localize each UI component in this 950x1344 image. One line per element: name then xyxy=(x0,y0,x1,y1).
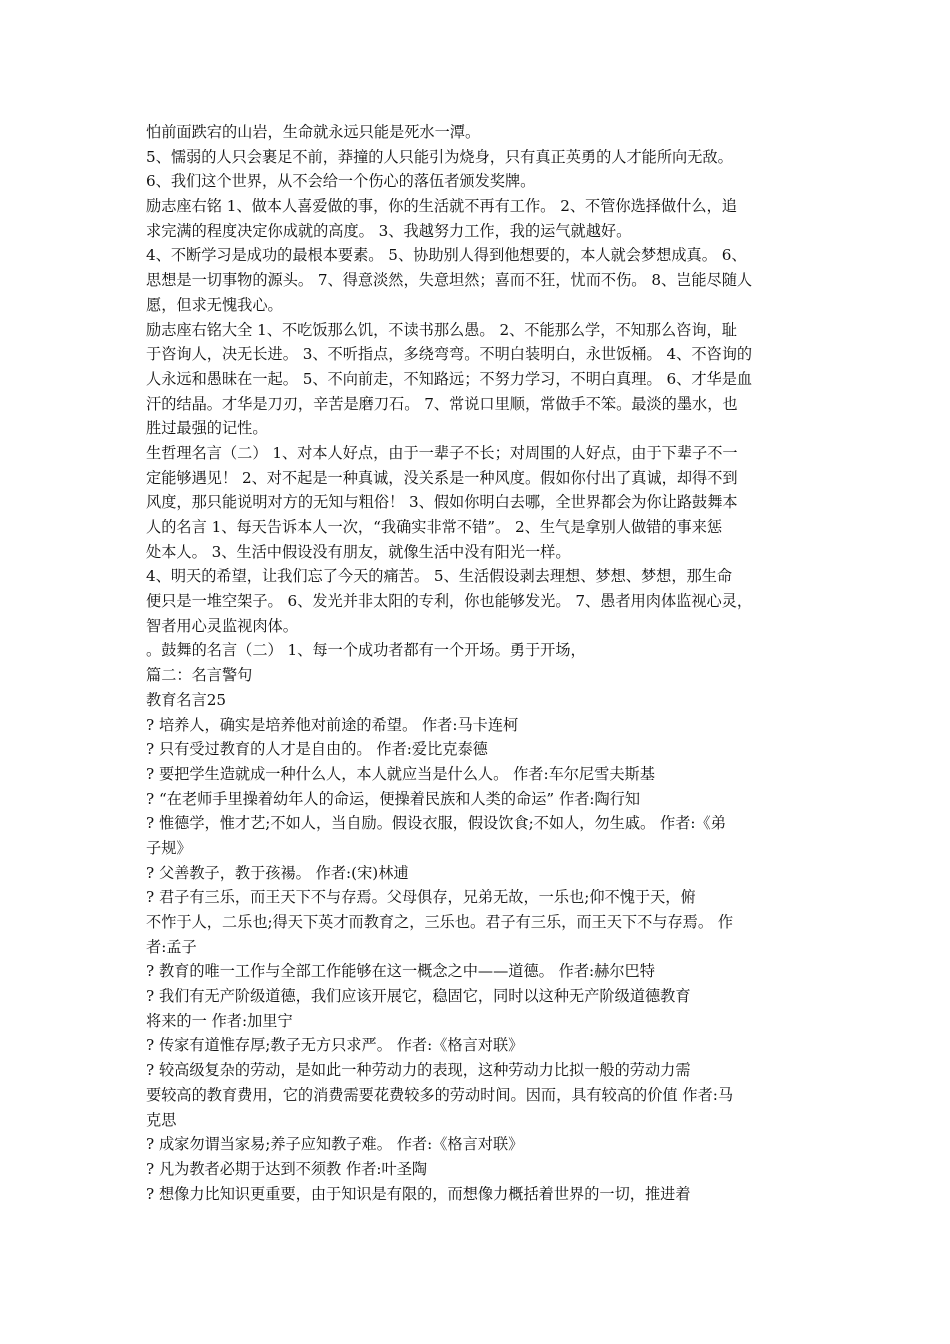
text-line: 处本人。 3、生活中假设没有朋友，就像生活中没有阳光一样。 xyxy=(146,542,571,561)
text-line: 于咨询人，决无长进。 3、不听指点，多绕弯弯。不明白装明白，永世饭桶。 4、不咨询的 xyxy=(146,345,753,364)
text-line: 6、我们这个世界，从不会给一个伤心的落伍者颁发奖牌。 xyxy=(146,172,536,191)
text-line: 4、明天的希望，让我们忘了今天的痛苦。 5、生活假设剥去理想、梦想、梦想，那生命 xyxy=(146,567,733,586)
quote-item: ? 成家勿谓当家易;养子应知教子难。 作者:《格言对联》 xyxy=(146,1135,524,1154)
section-heading: 篇二：名言警句 xyxy=(146,666,253,685)
quote-item: ? 较高级复杂的劳动，是如此一种劳动力的表现，这种劳动力比拟一般的劳动力需 xyxy=(146,1061,691,1080)
quote-item: ? 传家有道惟存厚;教子无方只求严。 作者:《格言对联》 xyxy=(146,1036,524,1055)
quote-item: ? 我们有无产阶级道德，我们应该开展它，稳固它，同时以这种无产阶级道德教育 xyxy=(146,987,691,1006)
text-line: 思想是一切事物的源头。 7、得意淡然，失意坦然；喜而不狂，忧而不伤。 8、岂能尽随人 xyxy=(146,271,753,290)
text-line: 胜过最强的记性。 xyxy=(146,419,268,438)
text-line: 人永远和愚昧在一起。 5、不向前走，不知路远；不努力学习，不明白真理。 6、才华是血 xyxy=(146,369,753,388)
text-line: 要较高的教育费用，它的消费需要花费较多的劳动时间。因而，具有较高的价值 作者:马 xyxy=(146,1085,734,1104)
text-line: 求完满的程度决定你成就的高度。 3、我越努力工作，我的运气就越好。 xyxy=(146,221,632,240)
text-line: 克思 xyxy=(146,1110,177,1129)
text-line: 者:孟子 xyxy=(146,937,197,956)
text-line: 不怍于人，二乐也;得天下英才而教育之，三乐也。君子有三乐，而王天下不与存焉。 作 xyxy=(146,913,734,931)
text-line: 便只是一堆空架子。 6、发光并非太阳的专利，你也能够发光。 7、愚者用肉体监视心灵， xyxy=(146,592,753,611)
text-line: 汗的结晶。才华是刀刃，辛苦是磨刀石。 7、常说口里顺，常做手不笨。最淡的墨水，也 xyxy=(146,394,738,413)
text-line: 定能够遇见！ 2、对不起是一种真诚，没关系是一种风度。假如你付出了真诚，却得不到 xyxy=(146,468,738,487)
quote-item: ? 凡为教者必期于达到不须教 作者:叶圣陶 xyxy=(146,1159,428,1178)
quote-item: ? 教育的唯一工作与全部工作能够在这一概念之中——道德。 作者:赫尔巴特 xyxy=(146,962,655,981)
text-line: 5、懦弱的人只会裹足不前，莽撞的人只能引为烧身，只有真正英勇的人才能所向无敌。 xyxy=(146,147,733,166)
quote-item: ? 要把学生造就成一种什么人，本人就应当是什么人。 作者:车尔尼雪夫斯基 xyxy=(146,764,655,783)
text-line: 。鼓舞的名言（二） 1、每一个成功者都有一个开场。勇于开场， xyxy=(146,641,586,660)
text-line: 教育名言25 xyxy=(146,690,227,709)
quote-item: ? 只有受过教育的人才是自由的。 作者:爱比克泰德 xyxy=(146,740,488,759)
text-line: 智者用心灵监视肉体。 xyxy=(146,616,298,635)
text-line: 将来的一 作者:加里宁 xyxy=(146,1011,293,1030)
document-body xyxy=(146,120,816,1206)
text-line: 子规》 xyxy=(146,838,192,857)
text-line: 生哲理名言（二） 1、对本人好点，由于一辈子不长；对周围的人好点，由于下辈子不一 xyxy=(146,443,738,462)
text-line: 励志座右铭 1、做本人喜爱做的事，你的生活就不再有工作。 2、不管你选择做什么，追 xyxy=(146,197,737,216)
quote-item: ? 父善教子，教于孩禓。 作者:(宋)林逋 xyxy=(146,863,409,882)
quote-item: ? 惟德学，惟才艺;不如人，当自励。假设衣服，假设饮食;不如人，勿生戚。 作者:《弟 xyxy=(146,814,726,833)
quote-item: ? 想像力比知识更重要，由于知识是有限的，而想像力概括着世界的一切，推进着 xyxy=(146,1184,691,1203)
text-line: 风度，那只能说明对方的无知与粗俗！ 3、假如你明白去哪，全世界都会为你让路鼓舞本 xyxy=(146,493,738,512)
text-line: 4、不断学习是成功的最根本要素。 5、协助别人得到他想要的，本人就会梦想成真。 6、 xyxy=(146,246,747,265)
quote-item: ? 培养人，确实是培养他对前途的希望。 作者:马卡连柯 xyxy=(146,715,519,734)
text-line: 励志座右铭大全 1、不吃饭那么饥，不读书那么愚。 2、不能那么学，不知那么咨询，耻 xyxy=(146,320,737,339)
quote-item: ? “在老师手里操着幼年人的命运，便操着民族和人类的命运” 作者:陶行知 xyxy=(146,789,641,808)
text-line: 愿，但求无愧我心。 xyxy=(146,295,283,314)
quote-item: ? 君子有三乐，而王天下不与存焉。父母俱存，兄弟无故，一乐也;仰不愧于天，俯 xyxy=(146,888,696,907)
text-line: 人的名言 1、每天告诉本人一次，“我确实非常不错”。 2、生气是拿别人做错的事来惩 xyxy=(146,518,723,536)
text-line: 怕前面跌宕的山岩，生命就永远只能是死水一潭。 xyxy=(146,123,481,141)
